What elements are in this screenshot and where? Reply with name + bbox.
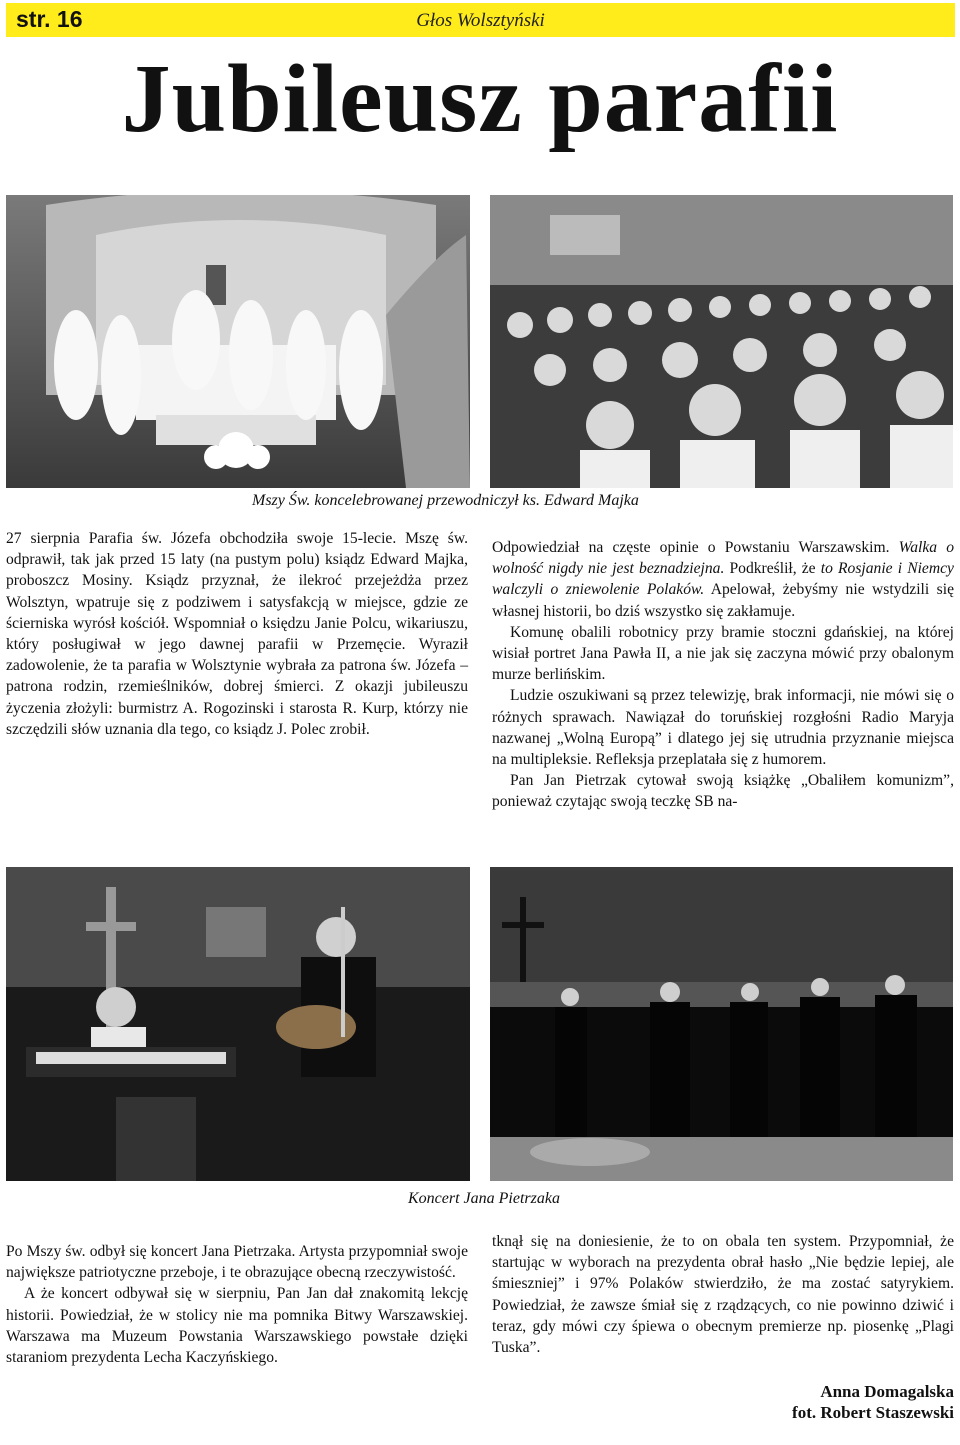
concert-photo-caption: Koncert Jana Pietrzaka — [408, 1190, 560, 1207]
text-run: Odpowiedział na częste opinie o Powstaniu Warszawskim. — [492, 539, 890, 556]
page-number: str. 16 — [16, 6, 83, 32]
article-title: Jubileusz parafii — [121, 45, 839, 153]
paragraph: tknął się na doniesienie, że to on obala ten system. Przypomniał, że startując w wyborach na prezydenta obrał hasło „Nie będzie lepiej, ale śmieszniej” i 97% Polaków stwierdziło, że ma zostać satyrykiem. Powiedział, że zawsze śmiał się z rządzących, co nie powinno dziwić i teraz, gdy mówi czy śpiewa o obecnym premierze np. piosenkę „Plagi Tuska”. — [492, 1233, 954, 1357]
article-column-4 — [492, 1231, 954, 1358]
paragraph: Po Mszy św. odbył się koncert Jana Pietrzaka. Artysta przypomniał swoje największe patriotyczne przeboje, i te obrazujące obecną rzeczywistość. — [6, 1243, 468, 1282]
paragraph: Ludzie oszukiwani są przez telewizję, brak informacji, nie mówi się o różnych sprawach. Nawiązał do toruńskiej rozgłośni Radio Maryja nazwanej „Wolną Europą” i dlatego jej się utrudnia przyznanie miejsca na multipleksie. Refleksja przeplatała się z humorem. — [492, 687, 954, 769]
paragraph — [492, 537, 954, 622]
article-column-1 — [6, 528, 468, 740]
text-run: Podkreślił, że — [729, 560, 816, 578]
paragraph: Komunę obalili robotnicy przy bramie stoczni gdańskiej, na której wisiał portret Jana Pawła II, a nie jak się zaczyna mówić przy obalonym murze berlińskim. — [492, 623, 954, 684]
quote-italic: to Rosjanie i Niemcy walczyli o zniewolenie Polaków. — [492, 560, 954, 599]
congregation-photo — [490, 195, 953, 488]
article-column-3 — [6, 1241, 468, 1368]
text-run: Apelował, żebyśmy nie wstydzili się własnej historii, bo dziś wszystko się zakłamuje. — [492, 581, 954, 620]
paragraph: 27 sierpnia Parafia św. Józefa obchodziła swoje 15-lecie. Mszę św. odprawił, tak jak przed 15 laty (na pustym polu) ksiądz Edward Majka, proboszcz Mosiny. Ksiądz przyznał, że ilekroć przejeżdża przez Wolsztyn, wpatruje się z podziwem i satysfakcją w miejsce, gdzie ze ścierniska wyrósł kościół. Wspomniał o księdzu Janie Polcu, wikariuszu, który posługiwał w jego dawnej parafii w Przemęcie. Wyraził zadowolenie, że ta parafia w Wolsztynie wybrała za patrona św. Józefa – patrona rodzin, rzemieślników, dobrej śmierci. Z okazji jubileuszu życzenia złożyli: burmistrz A. Rogozinski i starosta R. Kurp, którzy nie szczędzili słów uznania dla tego, co ksiądz J. Polec zrobił. — [6, 530, 468, 738]
author-name: Anna Domagalska — [820, 1382, 954, 1401]
mass-at-altar-photo — [6, 195, 470, 488]
newspaper-name: Głos Wolsztyński — [416, 10, 545, 31]
concert-audience-photo — [490, 867, 953, 1181]
paragraph: A że koncert odbywał się w sierpniu, Pan Jan dał znakomitą lekcję historii. Powiedział, że w stolicy nie ma pomnika Bitwy Warszawskiej. Warszawa ma Muzeum Powstania Warszawskiego powstałe dzięki staraniom prezydenta Lecha Kaczyńskiego. — [6, 1285, 468, 1367]
byline — [792, 1381, 954, 1423]
photo-credit: fot. Robert Staszewski — [792, 1403, 954, 1422]
paragraph: Pan Jan Pietrzak cytował swoją książkę „Obaliłem komunizm”, ponieważ czytając swoją teczkę SB na- — [492, 772, 954, 811]
article-column-2 — [492, 537, 954, 813]
quote-italic: Walka o wolność nigdy nie jest beznadziejna. — [492, 539, 954, 578]
mass-photo-caption: Mszy Św. koncelebrowanej przewodniczył ks. Edward Majka — [252, 492, 639, 509]
concert-stage-photo — [6, 867, 470, 1181]
page-header-bar — [6, 3, 955, 37]
